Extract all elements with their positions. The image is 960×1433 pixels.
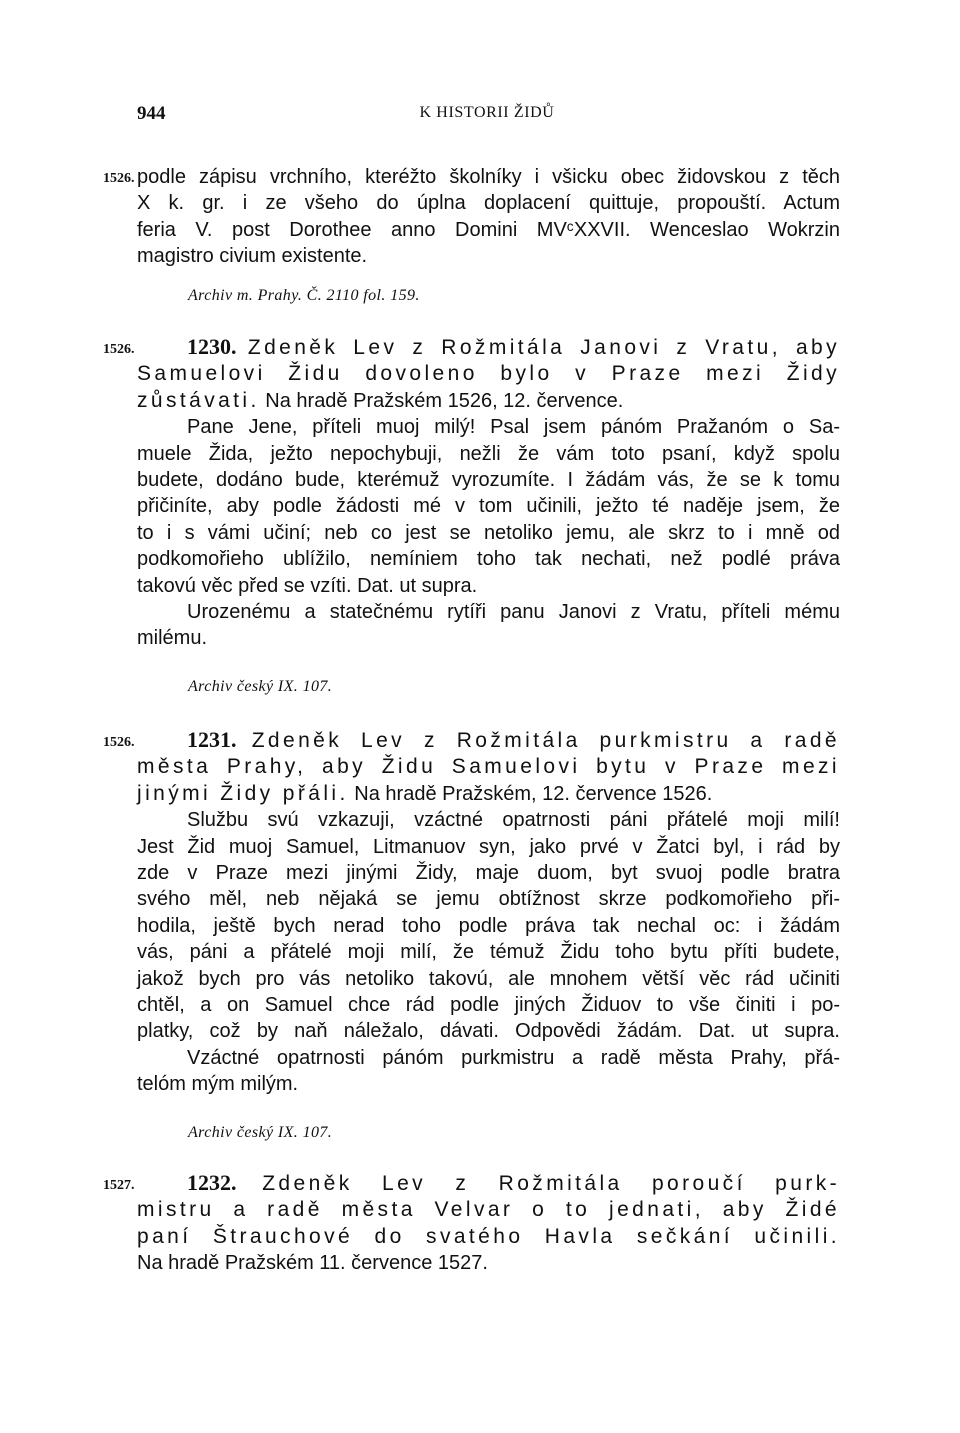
source-citation: Archiv m. Prahy. Č. 2110 fol. 159.: [188, 287, 420, 304]
address-line: telóm mým milým.: [137, 1073, 299, 1096]
document-1230: [137, 334, 840, 652]
text-line: přičiníte, aby podle žádosti mé v tom učinili, ježto té naděje jsem, že: [137, 495, 840, 518]
text-line: vás, páni a přátelé moji milí, že témuž Židu toho bytu příti budete,: [137, 941, 840, 964]
text-line: Jest Žid muoj Samuel, Litmanuov syn, jako prvé v Žatci byl, i rád by: [137, 835, 840, 858]
text-line: svého měl, neb nějaká se jemu obtížnost skrze podkomořieho při-: [137, 888, 840, 911]
doc-number: 1230.: [187, 334, 237, 359]
doc-number: 1232.: [187, 1170, 237, 1195]
address-line: milému.: [137, 627, 208, 650]
doc-heading: zůstávati. Na hradě Pražském 1526, 12. července.: [137, 388, 624, 412]
page-number: 944: [137, 103, 166, 124]
margin-year: 1527.: [103, 1178, 135, 1193]
text-line: budete, dodáno bude, kterémuž vyrozumíte. I žádám vás, že se k tomu: [137, 469, 840, 492]
doc-heading: jinými Židy přáli. Na hradě Pražském, 12. července 1526.: [137, 781, 713, 805]
text-line: hodila, ještě bych nerad toho podle práva tak nechal oc: i žádám: [137, 914, 840, 937]
text-line: zde v Praze mezi jinými Židy, maje duom, byt svuoj podle bratra: [137, 862, 840, 885]
document-1232: [137, 1170, 840, 1277]
text-line: X k. gr. i ze všeho do úplna doplacení quittuje, propouští. Actum: [137, 192, 840, 215]
document-1231: [137, 727, 840, 1098]
text-line: chtěl, a on Samuel chce rád podle jiných Židuov to vše činiti i po-: [137, 994, 840, 1017]
text-line: to i s vámi učiní; neb co jest se netoliko jemu, ale skrz to i mně od: [137, 521, 840, 544]
address-line: Vzáctné opatrnosti pánóm purkmistru a radě města Prahy, přá-: [187, 1046, 840, 1069]
doc-heading: 1231. Zdeněk Lev z Rožmitála purkmistru a radě: [187, 727, 841, 752]
doc-heading: Samuelovi Židu dovoleno bylo v Praze mezi Židy: [137, 362, 840, 386]
page-header: [137, 103, 837, 127]
dateline: Na hradě Pražském, 12. července 1526.: [354, 782, 713, 805]
dateline: Na hradě Pražském 11. července 1527.: [137, 1252, 488, 1275]
fragment-text: [137, 164, 840, 270]
margin-year: 1526.: [103, 735, 135, 750]
source-citation: Archiv český IX. 107.: [188, 678, 333, 695]
text-line: takovú věc před se vzíti. Dat. ut supra.: [137, 574, 478, 597]
text-line: podle zápisu vrchního, kteréžto školníky i všicku obec židovskou z těch: [137, 166, 840, 188]
running-title: K HISTORII ŽIDŮ: [419, 104, 555, 121]
text-line: Pane Jene, příteli muoj milý! Psal jsem pánóm Pražanóm o Sa-: [187, 416, 840, 439]
margin-year: 1526.: [103, 171, 135, 186]
doc-heading: paní Štrauchové do svatého Havla sečkání učinili.: [137, 1224, 840, 1248]
text-line: Službu svú vzkazuji, vzáctné opatrnosti páni přátelé moji milí!: [187, 809, 840, 832]
margin-year: 1526.: [103, 342, 135, 357]
doc-heading: mistru a radě města Velvar o to jednati, aby Židé: [137, 1198, 840, 1222]
text-line: podkomořieho ublížilo, nemíniem toho tak nechati, než podlé práva: [137, 548, 840, 571]
doc-heading: města Prahy, aby Židu Samuelovi bytu v Praze mezi: [137, 755, 840, 779]
doc-number: 1231.: [187, 727, 237, 752]
dateline: Na hradě Pražském 1526, 12. července.: [265, 389, 624, 412]
text-line: muele Žida, ježto nepochybuji, nežli že vám toto psaní, když spolu: [137, 442, 840, 465]
text-line: magistro civium existente.: [137, 245, 368, 268]
text-line: feria V. post Dorothee anno Domini MVᶜXXVII. Wenceslao Wokrzin: [137, 218, 840, 241]
doc-heading: 1230. Zdeněk Lev z Rožmitála Janovi z Vratu, aby: [187, 334, 841, 359]
address-line: Urozenému a statečnému rytíři panu Janovi z Vratu, příteli mému: [187, 601, 840, 624]
text-line: jakož bych pro vás netoliko takovú, ale mnohem větší věc rád učiniti: [137, 967, 840, 990]
text-line: platky, což by naň náležalo, dávati. Odpovědi žádám. Dat. ut supra.: [137, 1020, 840, 1043]
source-citation: Archiv český IX. 107.: [188, 1124, 333, 1141]
doc-heading: 1232. Zdeněk Lev z Rožmitála poroučí purk-: [187, 1170, 840, 1195]
